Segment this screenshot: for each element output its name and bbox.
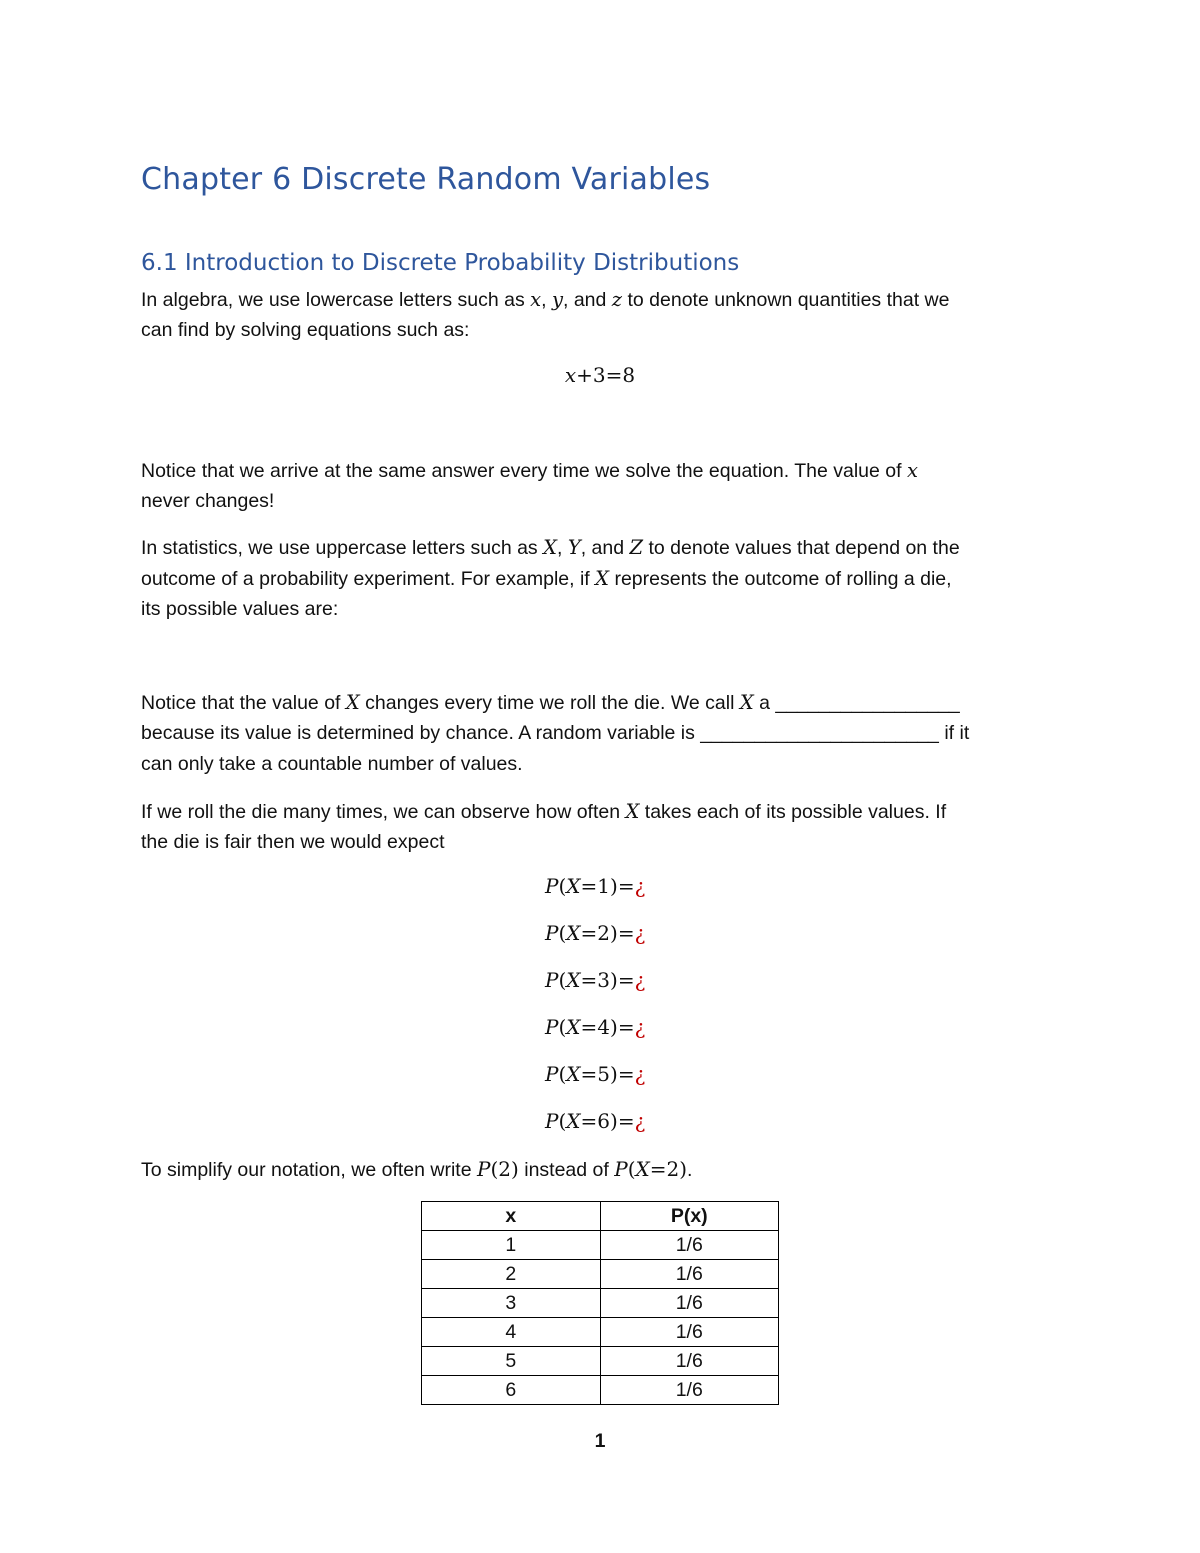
table-row [422,1318,779,1347]
table-cell-px: 1/6 [600,1289,779,1318]
equation-x-plus-3: x+3=8 [564,363,636,387]
table-cell-x: 4 [422,1318,601,1347]
table-cell-x: 5 [422,1347,601,1376]
table-cell-px: 1/6 [600,1260,779,1289]
paragraph-statistics-line-3: its possible values are: [141,598,339,620]
paragraph-algebra-line-1: In algebra, we use lowercase letters such as x, y, and z to denote unknown quantities that we [141,288,950,311]
table-cell-px: 1/6 [600,1347,779,1376]
table-cell-px: 1/6 [600,1318,779,1347]
table-row [422,1289,779,1318]
table-cell-x: 2 [422,1260,601,1289]
table-row [422,1376,779,1405]
section-title: 6.1 Introduction to Discrete Probability Distributions [141,250,740,276]
probability-equation: P(X=3)=¿ [545,968,646,992]
table-row [422,1231,779,1260]
paragraph-random-variable-line-1: Notice that the value of X changes every time we roll the die. We call X a _________________ [141,691,960,714]
paragraph-random-variable-line-3: can only take a countable number of values. [141,753,523,775]
paragraph-notice-line-1: Notice that we arrive at the same answer every time we solve the equation. The value of x [141,459,918,482]
paragraph-random-variable-line-2: because its value is determined by chance. A random variable is ______________________ if it [141,722,970,744]
probability-equation: P(X=5)=¿ [545,1062,646,1086]
table-cell-px: 1/6 [600,1231,779,1260]
paragraph-fair-die-line-1: If we roll the die many times, we can observe how often X takes each of its possible values. If [141,800,947,823]
table-cell-px: 1/6 [600,1376,779,1405]
table-cell-x: 6 [422,1376,601,1405]
page-number: 1 [594,1430,606,1452]
chapter-title: Chapter 6 Discrete Random Variables [141,162,711,197]
paragraph-fair-die-line-2: the die is fair then we would expect [141,831,445,853]
paragraph-statistics-line-2: outcome of a probability experiment. For example, if X represents the outcome of rolling a die, [141,567,952,590]
probability-equation: P(X=4)=¿ [545,1015,646,1039]
probability-equation: P(X=6)=¿ [545,1109,646,1133]
table-row [422,1260,779,1289]
paragraph-statistics-line-1: In statistics, we use uppercase letters such as X, Y, and Z to denote values that depend on the [141,536,960,559]
table-cell-x: 1 [422,1231,601,1260]
paragraph-notice-line-2: never changes! [141,490,275,512]
paragraph-notation: To simplify our notation, we often write P(2) instead of P(X=2). [141,1157,693,1181]
table-row [422,1347,779,1376]
paragraph-algebra-line-2: can find by solving equations such as: [141,319,470,341]
table-header-x: x [422,1202,601,1231]
probability-equation: P(X=1)=¿ [545,874,646,898]
probability-distribution-table [421,1201,779,1405]
table-cell-x: 3 [422,1289,601,1318]
table-header-row [422,1202,779,1231]
table-header-px: P(x) [600,1202,779,1231]
probability-equation: P(X=2)=¿ [545,921,646,945]
